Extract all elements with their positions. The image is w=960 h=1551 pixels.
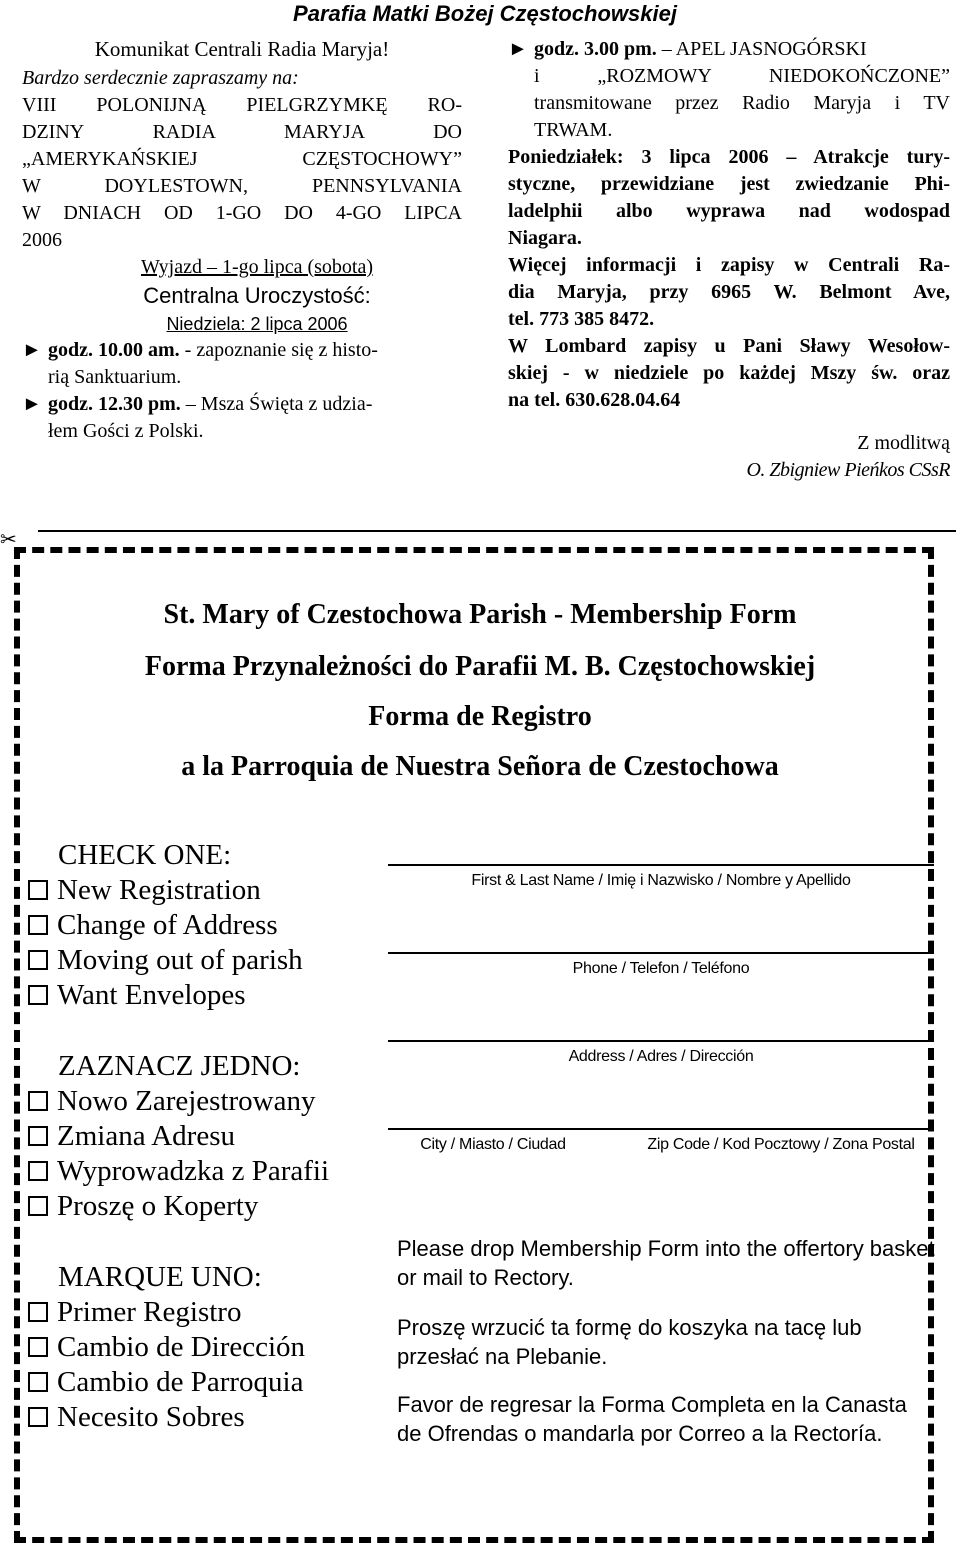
invite-text: Bardzo serdecznie zapraszamy na: (22, 67, 299, 89)
checkbox-icon[interactable] (28, 880, 48, 900)
event-time: godz. 12.30 pm. (48, 393, 181, 415)
checkbox-icon[interactable] (28, 1302, 48, 1322)
info-line: dia Maryja, przy 6965 W. Belmont Ave, (508, 281, 950, 303)
option-label: Necesito Sobres (57, 1401, 245, 1433)
announcement-heading: Komunikat Centrali Radia Maryja! (94, 37, 390, 61)
pilgrimage-line: VIII POLONIJNĄ PIELGRZYMKĘ RO- (22, 94, 462, 116)
option-cambio-direccion[interactable] (28, 1330, 305, 1365)
zip-field-label: Zip Code / Kod Pocztowy / Zona Postal (647, 1136, 915, 1153)
announcement-left-column (22, 36, 462, 445)
option-label: Moving out of parish (57, 944, 303, 976)
cut-line (38, 530, 956, 532)
name-field-label: First & Last Name / Imię i Nazwisko / Nombre y Apellido (471, 872, 851, 889)
option-want-envelopes[interactable] (28, 978, 246, 1013)
note-spanish: Favor de regresar la Forma Completa en la Canasta de Ofrendas o mandarla por Correo a la Rectoría. (397, 1392, 907, 1446)
option-label: New Registration (57, 874, 261, 906)
option-zmiana-adresu[interactable] (28, 1119, 235, 1154)
monday-line: Niagara. (508, 227, 582, 249)
pilgrimage-line: W DOYLESTOWN, PENNSYLVANIA (22, 175, 462, 197)
option-primer-registro[interactable] (28, 1295, 241, 1330)
option-label: Primer Registro (57, 1296, 242, 1328)
info-line: Więcej informacji i zapisy w Centrali Ra- (508, 254, 950, 276)
monday-line: Poniedziałek: 3 lipca 2006 – Atrakcje tury- (508, 146, 950, 168)
phone-field-label: Phone / Telefon / Teléfono (572, 960, 750, 977)
checkbox-icon[interactable] (28, 915, 48, 935)
option-wyprowadzka[interactable] (28, 1154, 329, 1189)
parish-title: Parafia Matki Bożej Częstochowskiej (293, 1, 677, 26)
event-time: godz. 10.00 am. (48, 339, 180, 361)
lombard-line: na tel. 630.628.04.64 (508, 389, 681, 411)
form-title-spanish-1: Forma de Registro (368, 701, 592, 732)
pilgrimage-line: DZINY RADIA MARYJA DO (22, 121, 462, 143)
arrow-right-icon: ► (22, 393, 42, 415)
option-label: Change of Address (57, 909, 278, 941)
scissors-icon: ✂ (0, 529, 17, 551)
arrow-right-icon: ► (508, 38, 528, 60)
monday-line: styczne, przewidziane jest zwiedzanie Phi- (508, 173, 950, 195)
checkbox-icon[interactable] (28, 1196, 48, 1216)
event-item (22, 337, 462, 364)
option-label: Nowo Zarejestrowany (57, 1085, 316, 1117)
address-field-label: Address / Adres / Dirección (568, 1048, 754, 1065)
option-label: Wyprowadzka z Parafii (57, 1155, 330, 1187)
checkbox-icon[interactable] (28, 1091, 48, 1111)
info-line: tel. 773 385 8472. (508, 308, 655, 330)
event-text-cont: rią Sanktuarium. (48, 366, 182, 388)
pilgrimage-line: W DNIACH OD 1-GO DO 4-GO LIPCA (22, 202, 462, 224)
phone-input-line[interactable] (388, 952, 934, 954)
event-text: - zapoznanie się z histo- (179, 339, 378, 361)
form-title-english: St. Mary of Czestochowa Parish - Membership Form (163, 599, 797, 630)
lombard-line: skiej - w niedziele po każdej Mszy św. oraz (508, 362, 950, 384)
option-nowo-zarejestrowany[interactable] (28, 1084, 316, 1119)
lombard-line: W Lombard zapisy u Pani Sławy Wesołow- (508, 335, 950, 357)
event-text-cont: i „ROZMOWY NIEDOKOŃCZONE” (534, 65, 950, 87)
checkbox-icon[interactable] (28, 985, 48, 1005)
marque-uno-heading: MARQUE UNO: (58, 1261, 262, 1293)
celebration-date: Niedziela: 2 lipca 2006 (166, 314, 348, 334)
option-label: Cambio de Dirección (57, 1331, 306, 1363)
option-cambio-parroquia[interactable] (28, 1365, 303, 1400)
pilgrimage-year: 2006 (22, 229, 62, 251)
note-polish: Proszę wrzucić ta formę do koszyka na tacę lub przesłać na Plebanie. (397, 1315, 862, 1369)
option-change-of-address[interactable] (28, 908, 278, 943)
closing-text: Z modlitwą (857, 432, 950, 454)
checkbox-icon[interactable] (28, 1161, 48, 1181)
option-new-registration[interactable] (28, 873, 261, 908)
address-input-line[interactable] (388, 1040, 934, 1042)
event-item (508, 36, 950, 63)
event-text-cont: łem Gości z Polski. (48, 420, 204, 442)
signature: O. Zbigniew Pieńkos CSsR (746, 459, 950, 481)
event-time: godz. 3.00 pm. (534, 38, 657, 60)
event-text: – Msza Święta z udzia- (180, 393, 373, 415)
celebration-date-wrap (22, 311, 462, 337)
checkbox-icon[interactable] (28, 1126, 48, 1146)
option-moving-out[interactable] (28, 943, 303, 978)
checkbox-icon[interactable] (28, 1337, 48, 1357)
option-label: Want Envelopes (57, 979, 246, 1011)
city-field-label: City / Miasto / Ciudad (420, 1136, 566, 1153)
departure-wrap (22, 254, 462, 281)
departure-date: Wyjazd – 1-go lipca (sobota) (140, 256, 374, 278)
checkbox-icon[interactable] (28, 1372, 48, 1392)
checkbox-icon[interactable] (28, 950, 48, 970)
event-text: – APEL JASNOGÓRSKI (656, 38, 867, 60)
note-english: Please drop Membership Form into the offertory basket or mail to Rectory. (397, 1236, 935, 1290)
checkbox-icon[interactable] (28, 1407, 48, 1427)
option-prosze-o-koperty[interactable] (28, 1189, 258, 1224)
form-title-polish: Forma Przynależności do Parafii M. B. Częstochowskiej (144, 651, 816, 682)
zaznacz-jedno-heading: ZAZNACZ JEDNO: (58, 1050, 301, 1082)
celebration-title: Centralna Uroczystość: (143, 283, 371, 308)
announcement-right-column (508, 36, 950, 484)
event-item (22, 391, 462, 418)
check-one-heading: CHECK ONE: (58, 839, 232, 871)
option-label: Proszę o Koperty (57, 1190, 259, 1222)
option-label: Zmiana Adresu (57, 1120, 235, 1152)
pilgrimage-line: „AMERYKAŃSKIEJ CZĘSTOCHOWY” (22, 148, 462, 170)
option-label: Cambio de Parroquia (57, 1366, 304, 1398)
form-title-spanish-2: a la Parroquia de Nuestra Señora de Czestochowa (181, 751, 779, 782)
name-input-line[interactable] (388, 864, 934, 866)
event-text-cont: TRWAM. (534, 119, 613, 141)
city-zip-input-line[interactable] (388, 1128, 934, 1130)
monday-line: ladelphii albo wyprawa nad wodospad (508, 200, 950, 222)
arrow-right-icon: ► (22, 339, 42, 361)
option-necesito-sobres[interactable] (28, 1400, 245, 1435)
event-text-cont: transmitowane przez Radio Maryja i TV (534, 92, 950, 114)
